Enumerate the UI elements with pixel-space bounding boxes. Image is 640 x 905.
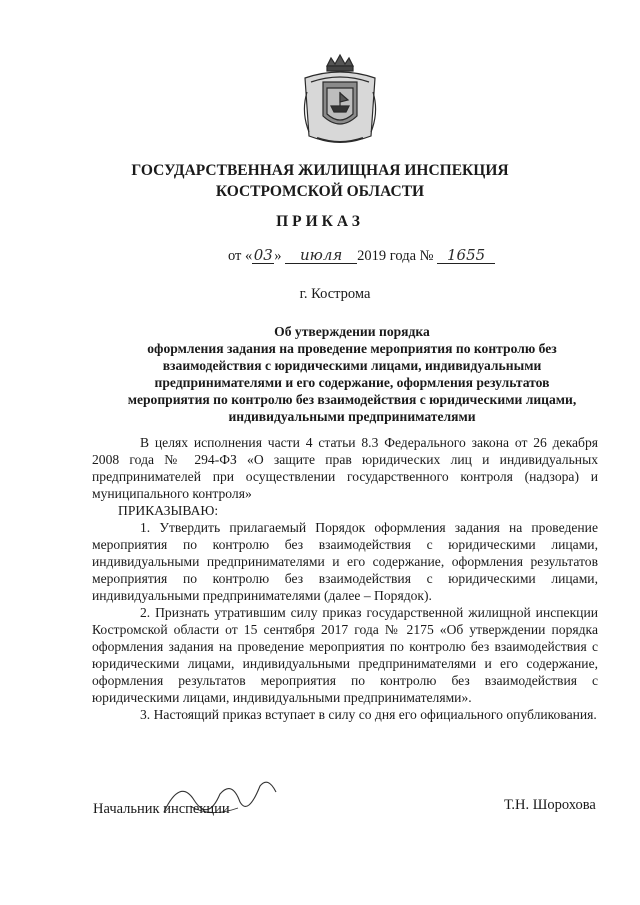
signatory-name: Т.Н. Шорохова — [504, 797, 596, 813]
order-day-close: » — [274, 248, 282, 264]
signatory-position: Начальник инспекции — [93, 801, 230, 817]
organization-name-line-2: КОСТРОМСКОЙ ОБЛАСТИ — [215, 183, 425, 200]
organization-name-line-1: ГОСУДАРСТВЕННАЯ ЖИЛИЩНАЯ ИНСПЕКЦИЯ — [131, 162, 509, 179]
subject-line-3: взаимодействия с юридическими лицами, индивидуальными — [162, 358, 542, 373]
coat-of-arms-emblem — [297, 52, 383, 148]
subject-line-4: предпринимателями и его содержание, оформления результатов — [154, 375, 550, 390]
order-body — [92, 434, 598, 723]
subject-line-5: мероприятия по контролю без взаимодействия с юридическими лицами, — [127, 392, 577, 407]
order-year: 2019 года № — [357, 248, 434, 264]
order-subject — [92, 323, 612, 425]
order-month: июля — [285, 248, 357, 264]
subject-line-6: индивидуальными предпринимателями — [228, 409, 476, 424]
order-date-prefix: от « — [228, 248, 253, 264]
organization-name — [0, 160, 640, 202]
decree-word: ПРИКАЗЫВАЮ: — [118, 503, 219, 518]
intro-paragraph: В целях исполнения части 4 статьи 8.3 Федерального закона от 26 декабря 2008 года № 294-ФЗ «О защите прав юридических лиц и индивидуальных предпринимателей при осуществлении государственного контроля (надзора) и муниципального контроля» — [92, 435, 598, 501]
order-item-1: 1. Утвердить прилагаемый Порядок оформления задания на проведение мероприятия по контролю без взаимодействия с юридическими лицами, индивидуальными предпринимателями и его содержание, оформления результатов мероприятия по контролю без взаимодействия с юридическими лицами, индивидуальными предпринимателями (далее – Порядок). — [92, 520, 598, 603]
subject-line-2: оформления задания на проведение мероприятия по контролю без — [147, 341, 557, 356]
order-item-2: 2. Признать утратившим силу приказ государственной жилищной инспекции Костромской области от 15 сентября 2017 года № 2175 «Об утверждении порядка оформления задания на проведение мероприятия по контролю без взаимодействия с юридическими лицами, индивидуальными предпринимателями и его содержание, оформления результатов мероприятия по контролю без взаимодействия с юридическими лицами, индивидуальными предпринимателями». — [92, 605, 598, 705]
city-line: г. Кострома — [299, 286, 371, 302]
order-day: 03 — [253, 246, 273, 264]
document-type-title: ПРИКАЗ — [276, 213, 364, 230]
order-item-3: 3. Настоящий приказ вступает в силу со дня его официального опубликования. — [140, 707, 597, 722]
order-date-number-line — [228, 248, 495, 265]
order-number: 1655 — [437, 248, 495, 264]
subject-line-1: Об утверждении порядка — [274, 324, 430, 339]
